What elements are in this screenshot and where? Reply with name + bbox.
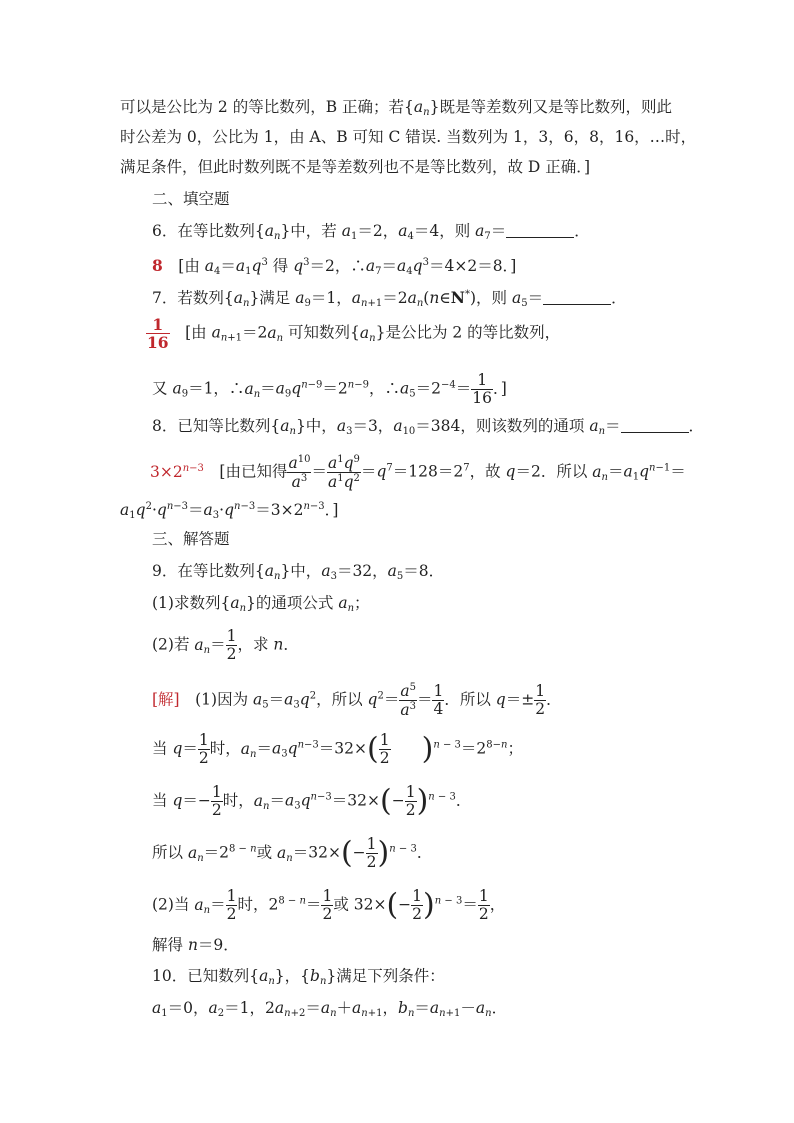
text-line-2: 时公差为 0，公比为 1，由 A、B 可知 C 错误. 当数列为 1，3，6，8，16，…时，	[120, 128, 697, 146]
solution-result: 解得 n＝9．	[152, 936, 239, 954]
solution-part-2: (2)当 $a_n=$ $\frac{1}{2}$ 时，$2^{8 - n}=$ $\frac{1}{2}$ 或 32×(− $\frac{1}{2}$ )$^{n - 3}$＝ $\frac{1}{2}$ ，	[152, 887, 506, 924]
answer-7: $\frac{1}{16}$ [由 $a_{n+1}=2a_n$ 可知数列$\{a_n\}$是公比为 2 的等比数列，	[147, 315, 561, 353]
answer-8-line-2: $a_1q^2\cdot q^{n-3}=a_3\cdot q^{n-3}=3\times 2^{n-3}$．]	[120, 501, 339, 521]
section-heading-solutions: 三、解答题	[152, 530, 230, 548]
answer-6: 8 [由 $a_4=a_1q^3$ 得 $q^3=2$，$\therefore a_7=a_4q^3=4\times 2=8$．]	[152, 256, 517, 277]
solution-case-2: 当 q＝− $\frac{1}{2}$ 时，$a_n=a_3q^{n-3}=32\times(-$ $\frac{1}{2}$ )$^{n - 3}$．	[152, 783, 472, 820]
question-7: 7．若数列$\{a_n\}$满足 $a_9=1$，$a_{n+1}=2a_n(n\in N^*)$，则 $a_5=$ ．	[152, 288, 627, 309]
answer-8: $3\times 2^{n-3}$ [由已知得 $\frac{a^{10}}{a^3}$ ＝ $\frac{a^1q^9}{a^1q^2}$ $=q^7=128=2^7$，故 q＝2．所以 $a_n=a_1q^{n-1}=$	[150, 454, 686, 492]
section-heading-fill-blank: 二、填空题	[152, 190, 230, 208]
answer-7-fraction: $\frac{1}{16}$	[147, 315, 169, 353]
question-8: 8．已知等比数列$\{a_n\}$中，$a_3=3$，$a_{10}=384$，则该数列的通项 $a_n=$ ．	[152, 417, 705, 437]
question-9-part-2: (2)若 $a_n=$ $\frac{1}{2}$ ，求 n．	[152, 627, 299, 664]
answer-7-line-2: 又 $a_9=1$，$\therefore a_n=a_9q^{n-9}=2^{n-9}$，$\therefore a_5=2^{-4}=$ $\frac{1}{16}$ ．]	[152, 371, 507, 408]
text-line-1: 可以是公比为 2 的等比数列，B 正确；若$\{a_n\}$既是等差数列又是等比数列，则此	[120, 98, 672, 118]
answer-blank[interactable]	[506, 223, 574, 238]
answer-blank[interactable]	[621, 418, 689, 433]
question-6: 6．在等比数列$\{a_n\}$中，若 $a_1=2$，$a_4=4$，则 $a_7=$ ．	[152, 222, 590, 242]
question-10: 10．已知数列$\{a_n\}$，$\{b_n\}$满足下列条件：	[152, 967, 445, 987]
solution-part-1: [解] (1)因为 $a_5=a_3q^2$，所以 $q^2=$ $\frac{a^5}{a^3}$ ＝ $\frac{1}{4}$ ．所以 q＝± $\frac{1}{2}$ ．	[152, 682, 562, 720]
question-10-conditions: $a_1=0$，$a_2=1$，$2a_{n+2}=a_n+a_{n+1}$，$b_n=a_{n+1}-a_n$．	[152, 999, 508, 1019]
solution-case-1: 当 q＝ $\frac{1}{2}$ 时，$a_n=a_3q^{n-3}=32\times$( $\frac{1}{2}$ )$^{n - 3}=2^{8-n}$；	[152, 731, 523, 768]
question-9-part-1: (1)求数列$\{a_n\}$的通项公式 $a_n$；	[152, 594, 370, 614]
solution-tag: [解]	[152, 690, 180, 709]
text-line-3: 满足条件，但此时数列既不是等差数列也不是等比数列，故 D 正确．]	[120, 158, 591, 176]
question-9: 9．在等比数列$\{a_n\}$中，$a_3=32$，$a_5=8$．	[152, 562, 445, 582]
answer-blank[interactable]	[543, 290, 611, 305]
solution-conclusion: 所以 $a_n=2^{8 - n}$或 $a_n=32\times(-$ $\frac{1}{2}$ )$^{n - 3}$．	[152, 835, 433, 872]
